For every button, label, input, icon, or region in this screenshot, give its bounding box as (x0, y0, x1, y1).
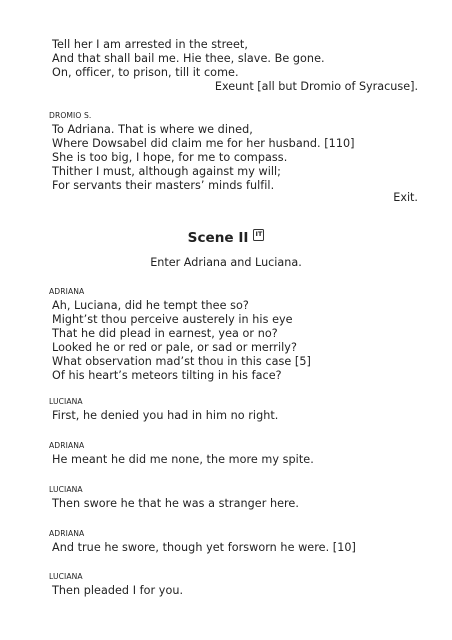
scene-heading (0, 229, 452, 246)
verse-line: Ah, Luciana, did he tempt thee so? (52, 299, 249, 312)
verse-line: Tell her I am arrested in the street, (52, 38, 248, 51)
verse-line: On, officer, to prison, till it come. (52, 66, 239, 79)
speaker-name: LUCIANA (49, 572, 83, 581)
verse-line: And that shall bail me. Hie thee, slave. Be gone. (52, 52, 325, 65)
verse-line: Thither I must, although against my will; (52, 165, 281, 178)
speaker-name: LUCIANA (49, 397, 83, 406)
verse-line: First, he denied you had in him no right. (52, 409, 279, 422)
translation-badge[interactable]: IT (253, 229, 264, 241)
verse-line: Then swore he that he was a stranger here. (52, 497, 299, 510)
verse-line: Looked he or red or pale, or sad or merrily? (52, 341, 297, 354)
verse-line: For servants their masters’ minds fulfil. (52, 179, 275, 192)
speaker-name: DROMIO S. (49, 111, 92, 120)
speaker-name: LUCIANA (49, 485, 83, 494)
speaker-name: ADRIANA (49, 441, 85, 450)
speaker-name: ADRIANA (49, 529, 85, 538)
verse-line: What observation mad’st thou in this case [5] (52, 355, 311, 368)
verse-line: Might’st thou perceive austerely in his eye (52, 313, 293, 326)
verse-line: To Adriana. That is where we dined, (52, 123, 253, 136)
verse-line: Of his heart’s meteors tilting in his face? (52, 369, 282, 382)
verse-line: And true he swore, though yet forsworn he were. [10] (52, 541, 356, 554)
stage-direction-entrance: Enter Adriana and Luciana. (150, 256, 302, 269)
verse-line: Where Dowsabel did claim me for her husband. [110] (52, 137, 355, 150)
stage-direction-exit: Exit. (393, 191, 418, 204)
verse-line: She is too big, I hope, for me to compass. (52, 151, 288, 164)
verse-line: That he did plead in earnest, yea or no? (52, 327, 278, 340)
verse-line: Then pleaded I for you. (52, 584, 184, 597)
stage-direction-exeunt: Exeunt [all but Dromio of Syracuse]. (214, 80, 418, 93)
speaker-name: ADRIANA (49, 287, 85, 296)
scene-title: Scene II (187, 230, 249, 246)
verse-line: He meant he did me none, the more my spite. (52, 453, 314, 466)
